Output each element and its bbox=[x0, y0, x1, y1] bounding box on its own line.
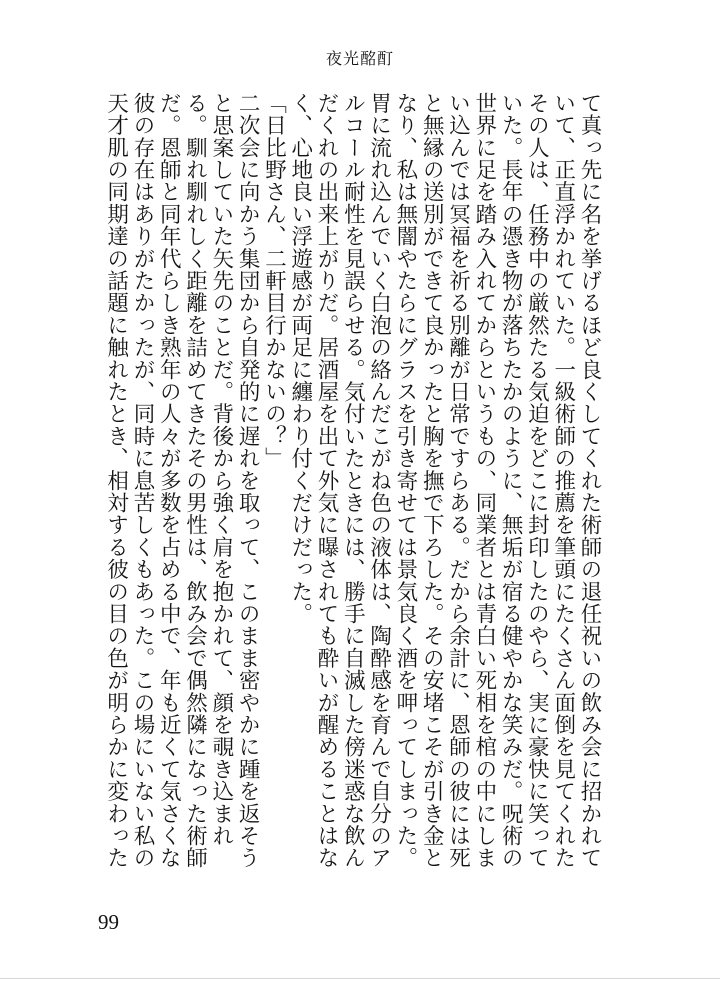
bottom-divider bbox=[0, 978, 720, 979]
paragraph-dialogue: 「日比野さん、二軒目行かないの？」 bbox=[261, 92, 287, 470]
paragraph-1: て真っ先に名を挙げるほど良くしてくれた術師の退任祝いの飲み会に招かれていて、正直浮かれていた。一級術師の推薦を筆頭にたくさん面倒を見てくれたその人は、任務中の厳然たる気迫をどこに封印したのやら、実に豪快に笑っていた。長年の憑き物が落ちたかのように、無垢が宿る健やかな笑みだ。呪術の世界に足を踏み入れてからというもの、同業者とは青白い死相を棺の中にしまい込んでは冥福を祈る別離が日常ですらある。だから余計に、恩師の彼には死と無縁の送別ができて良かったと胸を撫で下ろした。その安堵こそが引き金となり、私は無闇やたらにグラスを引き寄せては景気良く酒を呷ってしまった。胃に流れ込んでいく白泡の絡んだこがね色の液体は、陶酔感を育んで自分のアルコール耐性を見誤らせる。気付いたときには、勝手に自滅した傍迷惑な飲んだくれの出来上がりだ。居酒屋を出て外気に曝されても酔いが醒めることはなく、心地良い浮遊感が両足に纏わり付くだけだった。 bbox=[287, 92, 602, 870]
page-number: 99 bbox=[98, 910, 119, 934]
paragraph-3: 二次会に向かう集団から自発的に遅れを取って、このまま密やかに踵を返そうと思案していた矢先のことだ。背後から強く肩を抱かれて、顔を覗き込まれる。馴れ馴れしく距離を詰めてきたその男性は、飲み会で偶然隣になった術師だ。恩師と同年代らしき熟年の人々が多数を占める中で、年も近くて気さくな彼の存在はありがたかったが、同時に息苦しくもあった。この場にいない私の天才肌の同期達の話題に触れたとき、相対する彼の目の色が明らかに変わった bbox=[103, 92, 261, 869]
vertical-body-text bbox=[103, 92, 602, 872]
running-header: 夜光酩酊 bbox=[325, 49, 394, 68]
